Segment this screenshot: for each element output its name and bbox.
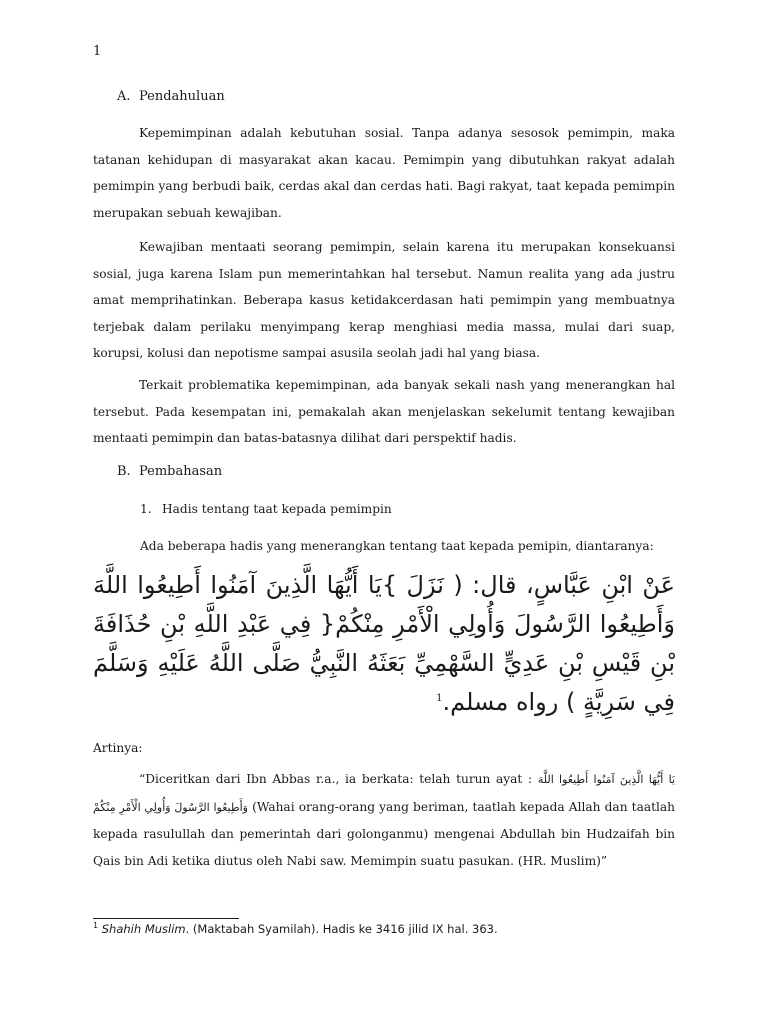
artinya-label: Artinya: (93, 741, 143, 755)
hadis-arabic-text (93, 566, 675, 722)
hadis-intro-text: Ada beberapa hadis yang menerangkan tentang taat kepada pemipin, diantaranya: (140, 539, 654, 553)
footnote-reference: 1 (436, 693, 443, 704)
section-a-marker: A. (117, 89, 131, 104)
section-b-heading (117, 464, 222, 479)
subsection-1-heading (140, 502, 392, 516)
translation-rest: (Wahai orang-orang yang beriman, taatlah kepada Allah dan taatlah kepada rasulullah dan pemerintah dari golonganmu) mengenai Abdullah bin Hudzaifah bin Qais bin Adi ketika diutus oleh Nabi saw. Memimpin suatu pasukan. (HR. Muslim)” (93, 799, 676, 868)
hadis-arabic-body: عَنْ ابْنِ عَبَّاسٍ، قال: ( نَزَلَ }يَا أَيُّهَا الَّذِينَ آمَنُوا أَطِيعُوا اللَّهَ وَأَطِيعُوا الرَّسُولَ وَأُولِي الْأَمْرِ مِنْكُمْ{ فِي عَبْدِ اللَّهِ بْنِ حُذَافَةَ بْنِ قَيْسِ بْنِ عَدِيٍّ السَّهْمِيِّ بَعَثَهُ النَّبِيُّ صَلَّى اللَّهُ عَلَيْهِ وَسَلَّمَ فِي سَرِيَّةٍ ) رواه مسلم. (93, 571, 675, 716)
footnote (93, 921, 498, 936)
paragraph-3: Terkait problematika kepemimpinan, ada banyak sekali nash yang menerangkan hal tersebut. Pada kesempatan ini, pemakalah akan menjelaskan sekelumit tentang kewajiban mentaati pemimpin dan batas-batasnya dilihat dari perspektif hadis. (93, 378, 675, 445)
section-b-marker: B. (117, 464, 131, 479)
footnote-number: 1 (93, 921, 99, 930)
section-b-title: Pembahasan (139, 464, 223, 479)
footnote-details: . (Maktabah Syamilah). Hadis ke 3416 jilid IX hal. 363. (185, 921, 498, 936)
subsection-1-marker: 1. (140, 502, 152, 516)
hadis-translation (93, 766, 675, 874)
translation-lead: “Diceritkan dari Ibn Abbas r.a., ia berkata: telah turun ayat : (139, 772, 533, 786)
subsection-1-title: Hadis tentang taat kepada pemimpin (162, 502, 392, 516)
page-number: 1 (93, 44, 102, 59)
section-a-heading (117, 89, 225, 104)
paragraph-2: Kewajiban mentaati seorang pemimpin, selain karena itu merupakan konsekuansi sosial, juga karena Islam pun memerintahkan hal tersebut. Namun realita yang ada justru amat memprihatinkan. Beberapa kasus ketidakcerdasan hati pemimpin yang membuatnya terjebak dalam perilaku menyimpang kerap menghiasi media massa, mulai dari suap, korupsi, kolusi dan nepotisme sampai asusila seolah jadi hal yang biasa. (93, 240, 675, 360)
translation-verse-arabic: يَا أَيُّهَا الَّذِينَ آمَنُوا أَطِيعُوا اللَّهَ وَأَطِيعُوا الرَّسُولَ وَأُولِي الْأَمْرِ مِنْكُمْ (93, 773, 676, 814)
section-a-title: Pendahuluan (139, 89, 225, 104)
paragraph-1: Kepemimpinan adalah kebutuhan sosial. Tanpa adanya sesosok pemimpin, maka tatanan kehidupan di masyarakat akan kacau. Pemimpin yang dibutuhkan rakyat adalah pemimpin yang berbudi baik, cerdas akal dan cerdas hati. Bagi rakyat, taat kepada pemimpin merupakan sebuah kewajiban. (93, 126, 675, 220)
footnote-source: Shahih Muslim (101, 921, 186, 936)
footnote-divider (93, 918, 239, 919)
